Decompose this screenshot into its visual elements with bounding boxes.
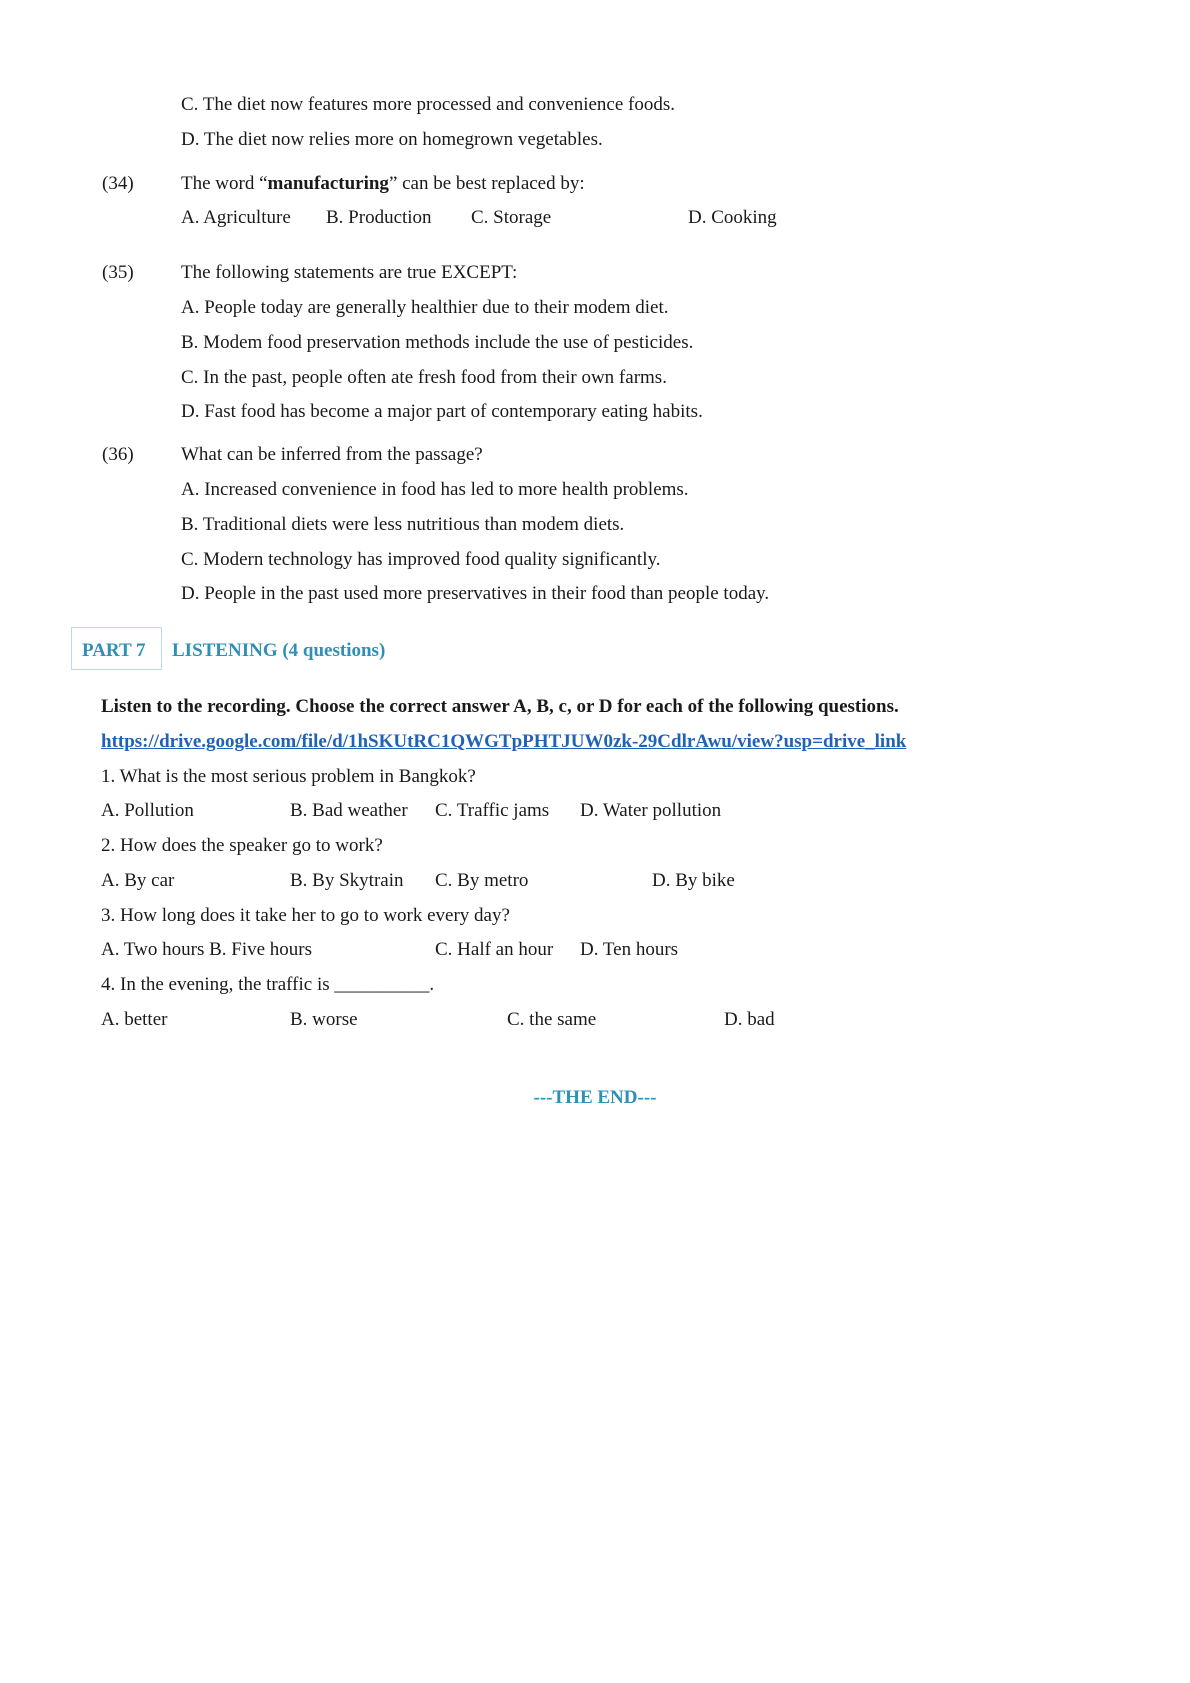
listening-q1-option-c: C. Traffic jams bbox=[435, 800, 550, 821]
q36-option-b: B. Traditional diets were less nutritious than modem diets. bbox=[181, 514, 625, 535]
q34-option-c: C. Storage bbox=[471, 207, 552, 228]
q36-option-d: D. People in the past used more preservatives in their food than people today. bbox=[181, 583, 770, 604]
q35-option-b: B. Modem food preservation methods include the use of pesticides. bbox=[181, 332, 694, 353]
listening-q2-option-c: C. By metro bbox=[435, 870, 529, 891]
listening-q1-option-b: B. Bad weather bbox=[290, 800, 408, 821]
q34-option-b: B. Production bbox=[326, 207, 432, 228]
q35-number: (35) bbox=[102, 262, 134, 283]
part7-label: PART 7 bbox=[82, 640, 146, 661]
q35-option-c: C. In the past, people often ate fresh food from their own farms. bbox=[181, 367, 667, 388]
q34-stem-before: The word “ bbox=[181, 173, 268, 194]
listening-q2-option-d: D. By bike bbox=[652, 870, 735, 891]
q34-stem bbox=[181, 174, 585, 193]
listening-q2-option-b: B. By Skytrain bbox=[290, 870, 404, 891]
listening-q4-option-b: B. worse bbox=[290, 1009, 358, 1030]
q36-number: (36) bbox=[102, 444, 134, 465]
listening-q3-option-d: D. Ten hours bbox=[580, 939, 679, 960]
q36-stem: What can be inferred from the passage? bbox=[181, 444, 483, 465]
listening-q3: 3. How long does it take her to go to work every day? bbox=[101, 905, 510, 926]
listening-q4-option-d: D. bad bbox=[724, 1009, 775, 1030]
listening-q2: 2. How does the speaker go to work? bbox=[101, 835, 383, 856]
listening-q4-option-c: C. the same bbox=[507, 1009, 597, 1030]
q34-option-a: A. Agriculture bbox=[181, 207, 291, 228]
listening-q1: 1. What is the most serious problem in Bangkok? bbox=[101, 766, 476, 787]
listening-q3-option-ab: A. Two hours B. Five hours bbox=[101, 939, 313, 960]
recording-link-row bbox=[101, 732, 906, 751]
part7-header-divider bbox=[161, 627, 162, 670]
q35-option-d: D. Fast food has become a major part of contemporary eating habits. bbox=[181, 401, 703, 422]
q35-option-a: A. People today are generally healthier due to their modem diet. bbox=[181, 297, 669, 318]
part7-title: LISTENING (4 questions) bbox=[172, 640, 386, 661]
q33-option-d: D. The diet now relies more on homegrown vegetables. bbox=[181, 129, 603, 150]
listening-q1-option-d: D. Water pollution bbox=[580, 800, 722, 821]
listening-q4-option-a: A. better bbox=[101, 1009, 168, 1030]
q34-stem-after: ” can be best replaced by: bbox=[388, 173, 585, 194]
the-end: ---THE END--- bbox=[533, 1087, 657, 1108]
q36-option-c: C. Modern technology has improved food quality significantly. bbox=[181, 549, 661, 570]
q33-option-c: C. The diet now features more processed and convenience foods. bbox=[181, 94, 676, 115]
q34-option-d: D. Cooking bbox=[688, 207, 777, 228]
q35-stem: The following statements are true EXCEPT: bbox=[181, 262, 518, 283]
q36-option-a: A. Increased convenience in food has led to more health problems. bbox=[181, 479, 689, 500]
listening-instruction: Listen to the recording. Choose the correct answer A, B, c, or D for each of the following questions. bbox=[101, 696, 899, 717]
listening-q4: 4. In the evening, the traffic is __________. bbox=[101, 974, 435, 995]
listening-q3-option-c: C. Half an hour bbox=[435, 939, 554, 960]
listening-q1-option-a: A. Pollution bbox=[101, 800, 194, 821]
q34-keyword: manufacturing bbox=[267, 173, 389, 194]
listening-q2-option-a: A. By car bbox=[101, 870, 175, 891]
q34-number: (34) bbox=[102, 173, 134, 194]
recording-link[interactable]: https://drive.google.com/file/d/1hSKUtRC1QWGTpPHTJUW0zk-29CdlrAwu/view?usp=drive_link bbox=[101, 731, 907, 752]
